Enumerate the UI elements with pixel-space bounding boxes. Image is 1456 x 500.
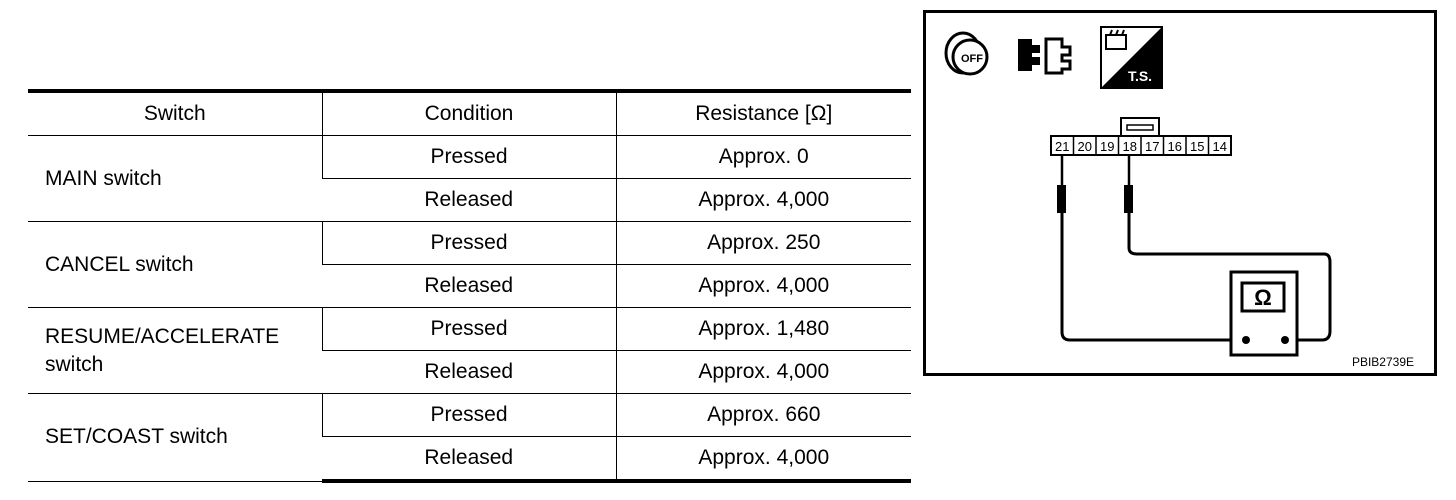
condition-cell: Pressed xyxy=(322,394,616,437)
header-resistance: Resistance [Ω] xyxy=(616,91,911,136)
table-header-row xyxy=(28,91,911,136)
terminal-label: 16 xyxy=(1167,139,1182,154)
condition-cell: Released xyxy=(322,265,616,308)
ignition-off-label: OFF xyxy=(961,53,983,65)
wiring-diagram xyxy=(926,13,1434,373)
connector-block xyxy=(1051,118,1231,155)
terminal-label: 18 xyxy=(1122,139,1137,154)
condition-cell: Pressed xyxy=(322,136,616,179)
condition-cell: Pressed xyxy=(322,222,616,265)
header-switch: Switch xyxy=(28,91,322,136)
resistance-cell: Approx. 4,000 xyxy=(616,437,911,482)
ts-label: T.S. xyxy=(1127,68,1153,84)
ohm-symbol: Ω xyxy=(1254,285,1272,310)
resistance-cell: Approx. 4,000 xyxy=(616,179,911,222)
condition-cell: Pressed xyxy=(322,308,616,351)
tester-ts-icon xyxy=(1101,27,1162,88)
resistance-cell: Approx. 250 xyxy=(616,222,911,265)
table-row xyxy=(28,222,911,265)
ignition-off-icon xyxy=(946,33,987,74)
terminal-label: 19 xyxy=(1100,139,1115,154)
table-row xyxy=(28,394,911,437)
resistance-spec-table xyxy=(28,89,911,483)
terminal-label: 15 xyxy=(1190,139,1205,154)
switch-name: CANCEL switch xyxy=(28,222,322,308)
resistance-cell: Approx. 660 xyxy=(616,394,911,437)
resistance-cell: Approx. 4,000 xyxy=(616,351,911,394)
terminal-label: 14 xyxy=(1212,139,1227,154)
header-condition: Condition xyxy=(322,91,616,136)
switch-name: RESUME/ACCELERATE switch xyxy=(28,308,322,394)
resistance-cell: Approx. 4,000 xyxy=(616,265,911,308)
condition-cell: Released xyxy=(322,351,616,394)
table-row xyxy=(28,308,911,351)
condition-cell: Released xyxy=(322,437,616,482)
terminal-label: 20 xyxy=(1077,139,1092,154)
resistance-cell: Approx. 1,480 xyxy=(616,308,911,351)
ohmmeter xyxy=(1231,272,1297,355)
condition-cell: Released xyxy=(322,179,616,222)
terminal-label: 17 xyxy=(1145,139,1160,154)
terminal-label: 21 xyxy=(1055,139,1070,154)
resistance-check-figure xyxy=(923,10,1437,376)
resistance-cell: Approx. 0 xyxy=(616,136,911,179)
switch-name: MAIN switch xyxy=(28,136,322,222)
figure-id: PBIB2739E xyxy=(1351,355,1414,369)
connector-disconnected-icon xyxy=(1018,39,1070,73)
table-row xyxy=(28,136,911,179)
switch-name: SET/COAST switch xyxy=(28,394,322,482)
